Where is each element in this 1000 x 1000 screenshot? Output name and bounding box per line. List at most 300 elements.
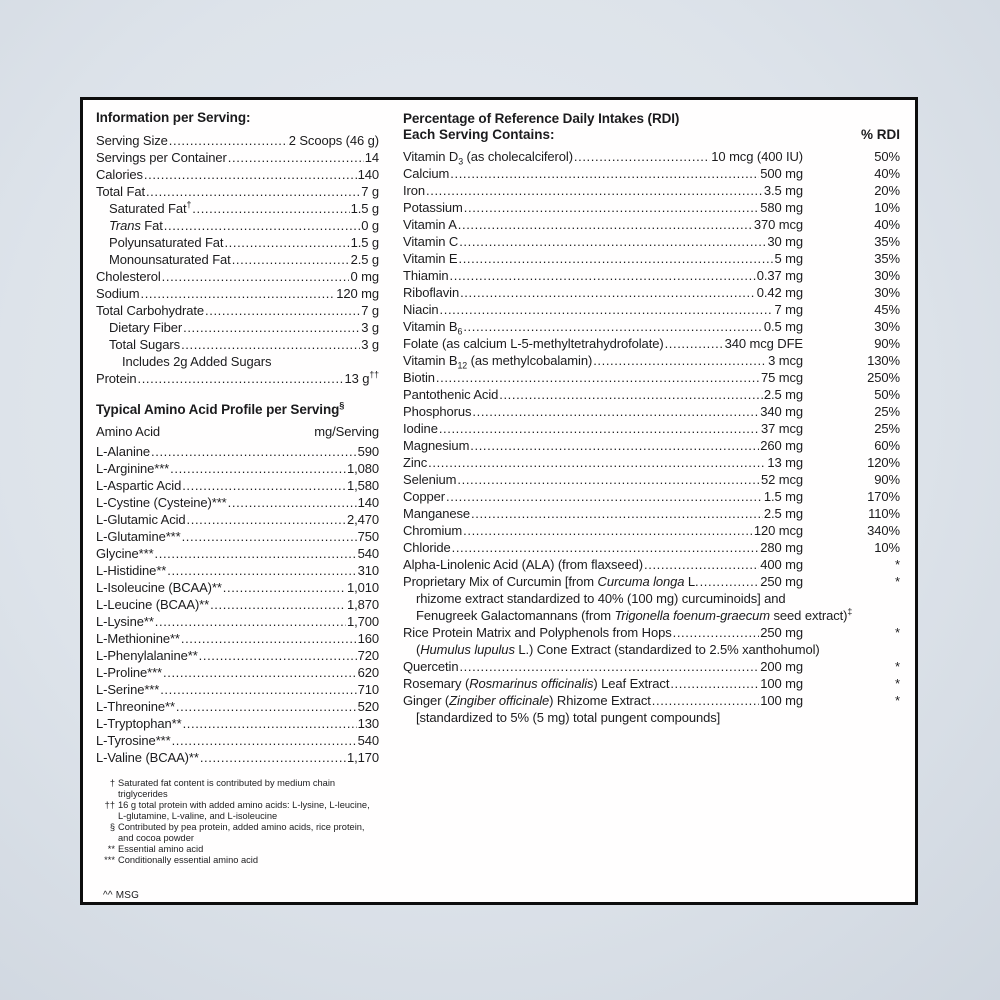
row-main [403, 606, 853, 624]
row-label: L-Aspartic Acid [96, 478, 182, 493]
row-value: 140 [357, 495, 379, 510]
dot-leader [464, 199, 759, 216]
row-rdi-percent: 50% [874, 149, 900, 164]
row-label: L-Cystine (Cysteine)*** [96, 495, 227, 510]
row-label: Phosphorus [403, 404, 472, 419]
row-main [403, 471, 803, 488]
row-label: Proprietary Mix of Curcumin [from Curcuma longa L. [403, 574, 699, 589]
row-label: Pantothenic Acid [403, 387, 499, 402]
row-label: Manganese [403, 506, 471, 521]
table-row [96, 528, 379, 545]
rdi-list [403, 148, 900, 726]
table-row [96, 285, 379, 302]
table-row [403, 437, 900, 454]
table-row [96, 613, 379, 630]
table-row [96, 630, 379, 647]
rdi-percent-header: % RDI [860, 127, 900, 142]
row-value: 590 [357, 444, 379, 459]
dot-leader [163, 664, 357, 681]
row-label: Servings per Container [96, 150, 227, 165]
row-label: L-Valine (BCAA)** [96, 750, 199, 765]
row-label: L-Tyrosine*** [96, 733, 171, 748]
table-row [96, 494, 379, 511]
row-value: 7 mg [774, 302, 803, 317]
table-row [403, 573, 900, 590]
row-value: 10 mcg (400 IU) [711, 149, 803, 164]
row-rdi-percent: 110% [868, 506, 900, 521]
row-value: 3 g [361, 337, 379, 352]
table-row [96, 545, 379, 562]
row-value: 5 mg [774, 251, 803, 266]
row-main [403, 216, 803, 233]
row-rdi-percent: 10% [874, 540, 900, 555]
row-rdi-percent: 30% [874, 319, 900, 334]
row-main [403, 182, 803, 199]
row-label: Quercetin [403, 659, 459, 674]
row-main [403, 709, 803, 726]
table-row [96, 460, 379, 477]
row-value: 310 [357, 563, 379, 578]
row-label: Monounsaturated Fat [109, 252, 231, 267]
row-rdi-percent: 30% [874, 285, 900, 300]
row-value: 1.5 mg [763, 489, 803, 504]
table-row [403, 216, 900, 233]
row-value: 750 [357, 529, 379, 544]
dot-leader [471, 505, 763, 522]
row-label: Total Sugars [109, 337, 181, 352]
row-main [403, 641, 820, 658]
row-main [403, 539, 803, 556]
dot-leader [459, 250, 774, 267]
dot-leader [200, 749, 346, 766]
table-row [403, 420, 900, 437]
row-rdi-percent: 250% [867, 370, 900, 385]
row-rdi-percent: * [895, 676, 900, 691]
row-main [403, 148, 803, 165]
row-label: Trans Fat [109, 218, 163, 233]
row-value: 7 g [361, 303, 379, 318]
row-label: L-Proline*** [96, 665, 163, 680]
row-label: Cholesterol [96, 269, 161, 284]
row-main [403, 556, 803, 573]
table-row [403, 165, 900, 182]
dot-leader [457, 471, 760, 488]
row-label: Sodium [96, 286, 140, 301]
row-rdi-percent: 40% [874, 217, 900, 232]
row-value: 0.37 mg [756, 268, 803, 283]
table-row [96, 511, 379, 528]
dot-leader [199, 647, 357, 664]
table-row [96, 664, 379, 681]
row-main [403, 590, 803, 607]
table-row [403, 471, 900, 488]
row-value: 3 g [361, 320, 379, 335]
table-row [403, 301, 900, 318]
row-main [403, 437, 803, 454]
row-label: Niacin [403, 302, 439, 317]
footnote-text: Saturated fat content is contributed by medium chain triglycerides [118, 778, 336, 799]
dot-leader [205, 302, 360, 319]
row-label: Zinc [403, 455, 428, 470]
table-row [96, 370, 379, 387]
row-label: L-Isoleucine (BCAA)** [96, 580, 222, 595]
dot-leader [187, 511, 346, 528]
row-rdi-percent: * [895, 659, 900, 674]
rdi-subtitle: Each Serving Contains: [403, 127, 555, 142]
row-rdi-percent: * [895, 693, 900, 708]
row-main [403, 692, 803, 709]
table-row [96, 149, 379, 166]
table-row [403, 522, 900, 539]
row-value: 3.5 mg [763, 183, 803, 198]
row-value: 400 mg [760, 557, 803, 572]
dot-leader [140, 285, 335, 302]
row-main [403, 267, 803, 284]
row-value: 1,580 [346, 478, 379, 493]
row-rdi-percent: 50% [874, 387, 900, 402]
row-label: Dietary Fiber [109, 320, 183, 335]
footnote-text: Essential amino acid [118, 844, 204, 854]
amino-table-header [96, 423, 379, 440]
row-value: 30 mg [767, 234, 803, 249]
row-rdi-percent: * [895, 574, 900, 589]
table-row [403, 267, 900, 284]
row-value: 250 mg [760, 625, 803, 640]
dot-leader [182, 477, 346, 494]
row-value: 75 mcg [760, 370, 803, 385]
row-value: 37 mcg [760, 421, 803, 436]
row-rdi-percent: 25% [874, 421, 900, 436]
dot-leader [446, 488, 763, 505]
row-label: Polyunsaturated Fat [109, 235, 224, 250]
row-value: 500 mg [760, 166, 803, 181]
row-value: 340 mcg DFE [724, 336, 803, 351]
dot-leader [472, 403, 759, 420]
row-label: L-Phenylalanine** [96, 648, 198, 663]
table-row [403, 250, 900, 267]
row-value: 720 [357, 648, 379, 663]
row-value: 13 mg [767, 455, 803, 470]
table-row [96, 353, 379, 370]
row-label: Total Carbohydrate [96, 303, 205, 318]
row-rdi-percent: 30% [874, 268, 900, 283]
dot-leader [224, 234, 349, 251]
row-value: 370 mcg [753, 217, 803, 232]
row-label: L-Glutamine*** [96, 529, 181, 544]
left-column [96, 110, 379, 901]
row-value: 520 [357, 699, 379, 714]
dot-leader [459, 658, 759, 675]
table-row [96, 251, 379, 268]
row-value: 1,870 [346, 597, 379, 612]
dot-leader [452, 539, 760, 556]
row-value: 1.5 g [350, 201, 379, 216]
serving-info-list [96, 132, 379, 387]
dot-leader [144, 166, 357, 183]
dot-leader [665, 335, 724, 352]
row-label: L-Methionine** [96, 631, 180, 646]
dot-leader [160, 681, 356, 698]
dot-leader [169, 132, 288, 149]
dot-leader [170, 460, 346, 477]
row-label: Ginger (Zingiber officinale) Rhizome Extract [403, 693, 651, 708]
row-label: L-Arginine*** [96, 461, 170, 476]
row-label: Protein [96, 371, 137, 386]
footnote [96, 800, 379, 822]
dot-leader [183, 319, 360, 336]
dot-leader [192, 200, 349, 217]
row-label: L-Tryptophan** [96, 716, 182, 731]
row-value: 13 g†† [344, 369, 379, 386]
dot-leader [172, 732, 357, 749]
dot-leader [138, 370, 344, 387]
dot-leader [426, 182, 763, 199]
row-label: Glycine*** [96, 546, 154, 561]
row-value: 250 mg [760, 574, 803, 589]
table-row [96, 681, 379, 698]
left-footnotes [96, 778, 379, 866]
row-label: Potassium [403, 200, 463, 215]
row-value: 710 [357, 682, 379, 697]
row-value: 1.5 g [350, 235, 379, 250]
dot-leader [155, 545, 357, 562]
row-main [403, 403, 803, 420]
table-row [96, 183, 379, 200]
row-main [403, 454, 803, 471]
footnote-marker: †† [104, 800, 115, 810]
table-row [96, 443, 379, 460]
dot-leader [463, 522, 753, 539]
row-main [403, 301, 803, 318]
row-label: Rice Protein Matrix and Polyphenols from Hops [403, 625, 672, 640]
row-main [403, 488, 803, 505]
table-row [96, 579, 379, 596]
dot-leader [652, 692, 759, 709]
footnote [96, 822, 379, 844]
footnote [96, 844, 379, 855]
row-main [403, 573, 803, 590]
row-main [403, 352, 803, 369]
row-value: 1,170 [346, 750, 379, 765]
row-main [403, 505, 803, 522]
table-row [403, 590, 900, 607]
table-row [403, 403, 900, 420]
table-row [96, 647, 379, 664]
footnote-text: Contributed by pea protein, added amino acids, rice protein, and cocoa powder [118, 822, 365, 843]
row-label: Calories [96, 167, 143, 182]
row-rdi-percent: 25% [874, 404, 900, 419]
row-rdi-percent: 60% [874, 438, 900, 453]
row-main [403, 386, 803, 403]
row-rdi-percent: 35% [874, 234, 900, 249]
dot-leader [439, 420, 760, 437]
row-main [403, 675, 803, 692]
dot-leader [162, 268, 350, 285]
table-row [96, 268, 379, 285]
table-row [403, 352, 900, 369]
row-label: L-Glutamic Acid [96, 512, 186, 527]
footnote-marker: *** [104, 855, 115, 865]
dot-leader [167, 562, 356, 579]
row-value: 0.42 mg [756, 285, 803, 300]
row-main [403, 624, 803, 641]
row-label: Alpha-Linolenic Acid (ALA) (from flaxseed) [403, 557, 644, 572]
dot-leader [459, 233, 766, 250]
row-label: L-Alanine [96, 444, 151, 459]
amino-col-header-name: Amino Acid [96, 424, 161, 439]
footnote-marker: § [109, 822, 115, 832]
table-row [96, 562, 379, 579]
row-label: Vitamin $B_6$ [403, 319, 463, 337]
dot-leader [182, 528, 357, 545]
row-main [403, 199, 803, 216]
footnote-text: Conditionally essential amino acid [118, 855, 259, 865]
msg-note: ^^ MSG [103, 890, 140, 901]
dot-leader [428, 454, 766, 471]
table-row [96, 166, 379, 183]
row-label: Thiamin [403, 268, 449, 283]
dot-leader [574, 148, 710, 165]
footnote-text: 16 g total protein with added amino acids: L-lysine, L-leucine, L-glutamine, L-valine, and L-isoleucine [118, 800, 370, 821]
dot-leader [176, 698, 357, 715]
row-main [403, 284, 803, 301]
dot-leader [463, 318, 763, 335]
footnote-marker: † [109, 778, 115, 788]
table-row [403, 488, 900, 505]
row-rdi-percent: 40% [874, 166, 900, 181]
table-row [403, 454, 900, 471]
table-row [96, 132, 379, 149]
dot-leader [644, 556, 759, 573]
row-value: 1,010 [346, 580, 379, 595]
dot-leader [164, 217, 360, 234]
dot-leader [155, 613, 346, 630]
rdi-title: Percentage of Reference Daily Intakes (RDI) [403, 111, 680, 126]
dot-leader [232, 251, 350, 268]
dot-leader [450, 165, 759, 182]
row-value: 1,700 [346, 614, 379, 629]
row-value: 200 mg [760, 659, 803, 674]
dot-leader [210, 596, 346, 613]
row-label: L-Threonine** [96, 699, 175, 714]
row-label: L-Histidine** [96, 563, 167, 578]
row-value: 2.5 g [350, 252, 379, 267]
amino-acid-list [96, 443, 379, 766]
row-label: Saturated Fat† [109, 199, 192, 216]
row-label: [standardized to 5% (5 mg) total pungent compounds] [416, 710, 721, 725]
row-value: 2 Scoops (46 g) [288, 133, 379, 148]
table-row [96, 234, 379, 251]
row-label: Chromium [403, 523, 463, 538]
table-row [96, 217, 379, 234]
row-rdi-percent: 170% [867, 489, 900, 504]
row-label: Selenium [403, 472, 457, 487]
row-value: 2.5 mg [763, 387, 803, 402]
footnote [96, 778, 379, 800]
row-label: Copper [403, 489, 446, 504]
right-column [403, 111, 900, 733]
row-value: 14 [364, 150, 379, 165]
row-value: 540 [357, 546, 379, 561]
table-row [96, 302, 379, 319]
row-value: 260 mg [760, 438, 803, 453]
row-value: 340 mg [760, 404, 803, 419]
row-main [403, 420, 803, 437]
row-rdi-percent: * [895, 557, 900, 572]
row-label: Fenugreek Galactomannans (from Trigonella foenum-graecum seed extract)‡ [416, 606, 853, 623]
row-rdi-percent: 90% [874, 472, 900, 487]
row-value: 3 mcg [768, 353, 803, 368]
row-rdi-percent: 130% [867, 353, 900, 368]
row-label: Vitamin $B_{12}$ (as methylcobalamin) [403, 353, 593, 371]
row-value: 52 mcg [760, 472, 803, 487]
row-label: Riboflavin [403, 285, 460, 300]
row-value: 0 g [361, 218, 379, 233]
row-main [403, 335, 803, 352]
row-value: 1,080 [346, 461, 379, 476]
table-row [96, 319, 379, 336]
row-main [403, 318, 803, 335]
row-rdi-percent: * [895, 625, 900, 640]
dot-leader [181, 630, 357, 647]
dot-leader [228, 494, 357, 511]
row-label: Vitamin E [403, 251, 458, 266]
dot-leader [460, 284, 756, 301]
dot-leader [458, 216, 753, 233]
row-label: L-Lysine** [96, 614, 154, 629]
dot-leader [151, 443, 357, 460]
row-value: 2,470 [346, 512, 379, 527]
serving-info-title: Information per Serving: [96, 110, 251, 125]
row-main [403, 233, 803, 250]
row-main [403, 250, 803, 267]
row-label: Includes 2g Added Sugars [122, 354, 272, 369]
row-label: Iodine [403, 421, 438, 436]
row-value: 100 mg [760, 693, 803, 708]
row-label: rhizome extract standardized to 40% (100 mg) curcuminoids] and [416, 591, 786, 606]
table-row [96, 698, 379, 715]
row-label: L-Serine*** [96, 682, 160, 697]
row-main [403, 165, 803, 182]
amino-profile-title: Typical Amino Acid Profile per Serving§ [96, 400, 345, 417]
row-label: Rosemary (Rosmarinus officinalis) Leaf Extract [403, 676, 670, 691]
row-label: Vitamin C [403, 234, 459, 249]
row-value: 100 mg [760, 676, 803, 691]
row-label: Magnesium [403, 438, 470, 453]
table-row [403, 369, 900, 386]
table-row [96, 596, 379, 613]
row-rdi-percent: 340% [867, 523, 900, 538]
row-rdi-percent: 35% [874, 251, 900, 266]
row-main [403, 658, 803, 675]
row-rdi-percent: 45% [874, 302, 900, 317]
row-label: L-Leucine (BCAA)** [96, 597, 210, 612]
rdi-subheader [403, 127, 900, 143]
row-value: 7 g [361, 184, 379, 199]
table-row [403, 233, 900, 250]
row-rdi-percent: 10% [874, 200, 900, 215]
dot-leader [450, 267, 756, 284]
table-row [403, 505, 900, 522]
footnote [96, 855, 379, 866]
table-row [403, 624, 900, 641]
row-value: 160 [357, 631, 379, 646]
row-label: Chloride [403, 540, 451, 555]
dot-leader [593, 352, 767, 369]
table-row [403, 284, 900, 301]
row-label: Vitamin $D_3$ (as cholecalciferol) [403, 149, 573, 167]
table-row [403, 199, 900, 216]
